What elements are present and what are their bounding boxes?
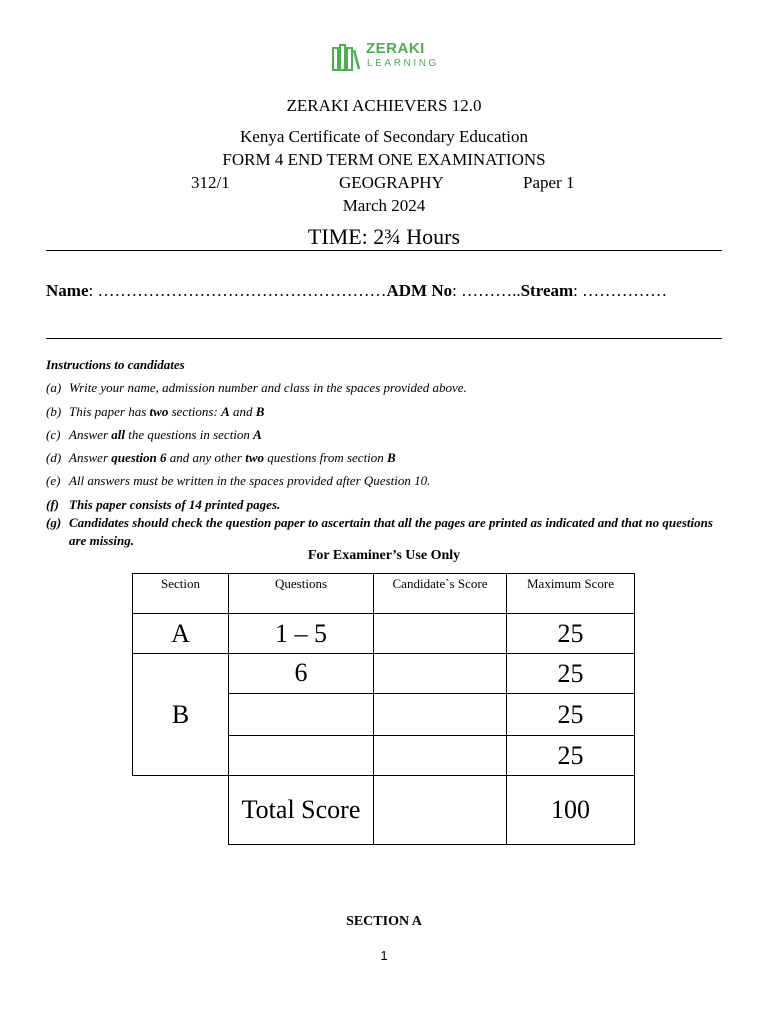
candidate-score-cell[interactable]: [374, 654, 507, 694]
instruction-item: (a) Write your name, admission number and class in the spaces provided above.: [46, 380, 467, 395]
section-a-heading: SECTION A: [346, 914, 422, 929]
books-logo-icon: [331, 42, 361, 72]
table-row: [133, 614, 635, 654]
zeraki-logo: [331, 40, 441, 72]
header-questions: Questions: [229, 574, 374, 614]
max-score-cell: 25: [507, 614, 635, 654]
candidate-score-cell[interactable]: [374, 694, 507, 736]
divider: [46, 250, 722, 251]
stream-label: Stream: [520, 281, 574, 300]
paper-number: Paper 1: [523, 173, 575, 192]
instruction-item: (d) Answer question 6 and any other two questions from section B: [46, 450, 396, 465]
stream-field[interactable]: : ……………: [573, 281, 668, 300]
exam-series-title: ZERAKI ACHIEVERS 12.0: [286, 96, 482, 115]
divider: [46, 338, 722, 339]
questions-cell: 6: [229, 654, 374, 694]
adm-label: ADM No: [386, 281, 453, 300]
section-cell: A: [133, 614, 229, 654]
candidate-fields: [46, 281, 667, 301]
section-cell: B: [133, 654, 229, 776]
questions-cell[interactable]: [229, 736, 374, 776]
instructions-heading: Instructions to candidates: [46, 357, 185, 372]
total-max-score-cell: 100: [507, 776, 635, 845]
paper-code: 312/1: [191, 173, 230, 192]
examiner-table-title: For Examiner’s Use Only: [307, 548, 461, 563]
max-score-cell: 25: [507, 654, 635, 694]
total-row: [133, 776, 635, 845]
instruction-item: (c) Answer all the questions in section A: [46, 427, 262, 442]
header-candidate-score: Candidate`s Score: [374, 574, 507, 614]
exam-date: March 2024: [342, 196, 426, 215]
total-candidate-score-cell[interactable]: [374, 776, 507, 845]
empty-cell: [133, 776, 229, 845]
header-section: Section: [133, 574, 229, 614]
logo-subtext: LEARNING: [367, 58, 439, 69]
page-number: 1: [380, 948, 388, 963]
instruction-item: (g) Candidates should check the question paper to ascertain that all the pages are printed as indicated and that no questions are missing.: [46, 515, 713, 548]
candidate-score-cell[interactable]: [374, 614, 507, 654]
table-row: [133, 654, 635, 694]
instruction-item: (e) All answers must be written in the spaces provided after Question 10.: [46, 473, 431, 488]
total-label: Total Score: [229, 776, 374, 845]
candidate-score-cell[interactable]: [374, 736, 507, 776]
instruction-item: (f) This paper consists of 14 printed pages.: [46, 497, 281, 512]
certificate-title: Kenya Certificate of Secondary Education: [240, 127, 528, 146]
header-maximum-score: Maximum Score: [507, 574, 635, 614]
instruction-item: (b) This paper has two sections: A and B: [46, 404, 265, 419]
logo-wordmark: ZERAKI: [366, 40, 425, 57]
exam-duration: TIME: 2¾ Hours: [307, 224, 461, 249]
examiner-score-table: [132, 573, 635, 845]
name-label: Name: [46, 281, 89, 300]
questions-cell[interactable]: [229, 694, 374, 736]
max-score-cell: 25: [507, 736, 635, 776]
subject-name: GEOGRAPHY: [339, 173, 444, 192]
questions-cell: 1 – 5: [229, 614, 374, 654]
max-score-cell: 25: [507, 694, 635, 736]
exam-title: FORM 4 END TERM ONE EXAMINATIONS: [222, 150, 546, 169]
name-field[interactable]: : ……………………………………………: [88, 281, 387, 300]
table-header-row: [133, 574, 635, 614]
adm-field[interactable]: : ………..: [452, 281, 521, 300]
